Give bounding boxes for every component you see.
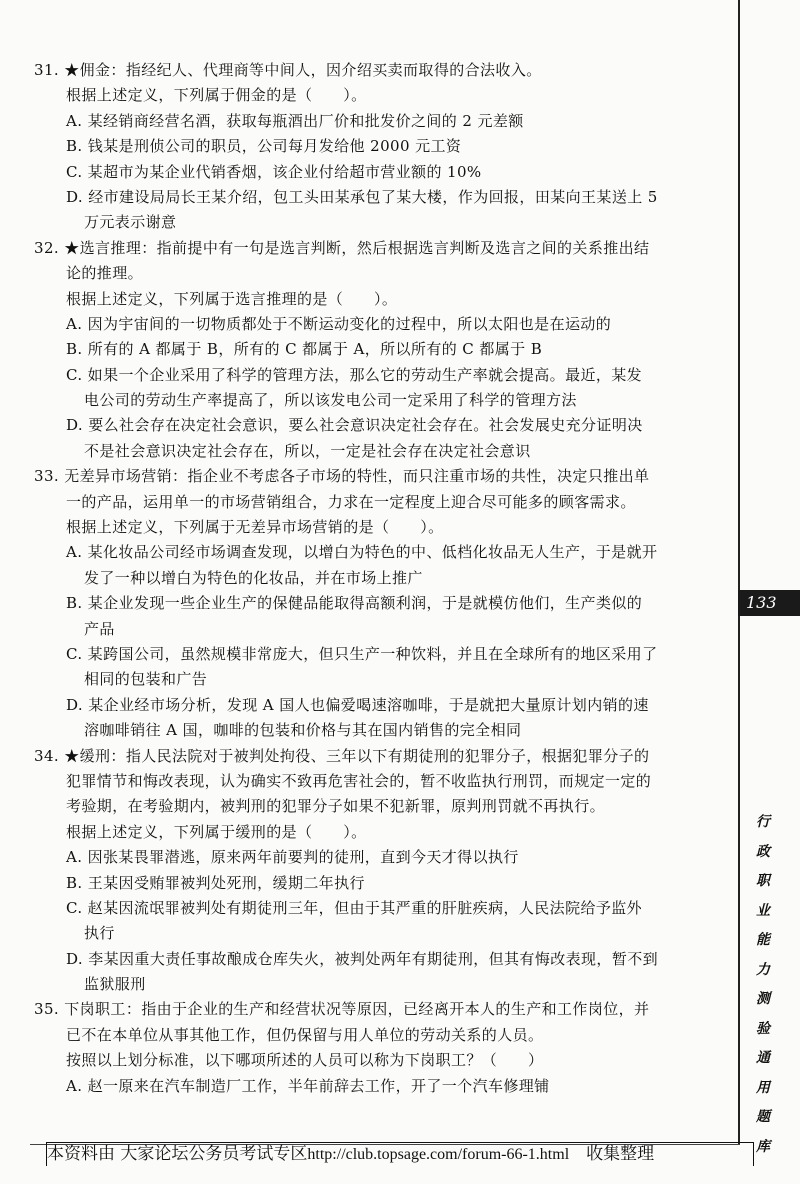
answer-option [34, 591, 718, 642]
answer-option [34, 642, 718, 693]
option-text-line: A. 某经销商经营名酒，获取每瓶酒出厂价和批发价之间的 2 元差额 [66, 111, 524, 130]
question-34 [34, 744, 718, 998]
right-margin-rule [738, 0, 740, 1145]
option-text-line: D. 李某因重大责任事故酿成仓库失火，被判处两年有期徒刑，但其有悔改表现，暂不到 [66, 949, 659, 968]
answer-option [34, 871, 718, 896]
side-title-char: 能 [756, 932, 770, 948]
question-text-line: 按照以上划分标准，以下哪项所述的人员可以称为下岗职工？（ ） [66, 1051, 544, 1070]
answer-option [34, 413, 718, 464]
answer-option [34, 160, 718, 185]
answer-option [34, 134, 718, 159]
question-text-line: 根据上述定义，下列属于缓刑的是（ ）。 [66, 822, 367, 841]
side-title-char: 业 [756, 902, 770, 919]
option-text-line: A. 某化妆品公司经市场调查发现，以增白为特色的中、低档化妆品无人生产，于是就开 [66, 543, 658, 562]
option-text-line: 电公司的劳动生产率提高了，所以该发电公司一定采用了科学的管理方法 [84, 391, 577, 410]
option-text-line: B. 王某因受贿罪被判处死刑，缓期二年执行 [66, 873, 365, 892]
question-stem: 33. 无差异市场营销：指企业不考虑各子市场的特性，而只注重市场的共性，决定只推出单 [34, 467, 650, 486]
side-title-char: 题 [756, 1109, 770, 1125]
question-stem: 32. ★选言推理：指前提中有一句是选言判断，然后根据选言判断及选言之间的关系推出结 [34, 238, 650, 257]
footer-text: 本资料由 大家论坛公务员考试专区 [47, 1144, 308, 1164]
page-number: 133 [738, 590, 800, 616]
question-33 [34, 464, 718, 743]
option-text-line: B. 所有的 A 都属于 B，所有的 C 都属于 A，所以所有的 C 都属于 B [66, 340, 543, 359]
answer-option [34, 896, 718, 947]
question-31 [34, 58, 718, 236]
option-text-line: C. 某超市为某企业代销香烟，该企业付给超市营业额的 10% [66, 162, 482, 181]
answer-option [34, 337, 718, 362]
option-text-line: B. 钱某是刑侦公司的职员，公司每月发给他 2000 元工资 [66, 137, 462, 156]
option-text-line: 相同的包装和广告 [84, 670, 208, 689]
question-35 [34, 997, 718, 1099]
option-text-line: A. 因张某畏罪潜逃，原来两年前要判的徒刑，直到今天才得以执行 [66, 848, 519, 867]
answer-option [34, 312, 718, 337]
answer-option [34, 1074, 718, 1099]
question-text-line: 考验期，在考验期内，被判刑的犯罪分子如果不犯新罪，原判刑罚就不再执行。 [66, 797, 606, 816]
option-text-line: 监狱服刑 [84, 975, 146, 994]
side-title-char: 通 [756, 1050, 770, 1066]
side-title-char: 用 [756, 1079, 770, 1096]
option-text-line: D. 某企业经市场分析，发现 A 国人也偏爱喝速溶咖啡，于是就把大量原计划内销的速 [66, 695, 649, 714]
answer-option [34, 185, 718, 236]
option-text-line: D. 经市建设局局长王某介绍，包工头田某承包了某大楼，作为回报，田某向王某送上 5 [66, 187, 658, 206]
question-stem: 35. 下岗职工：指由于企业的生产和经营状况等原因，已经离开本人的生产和工作岗位，并 [34, 1000, 650, 1019]
side-title-char: 职 [756, 873, 770, 889]
option-text-line: 溶咖啡销往 A 国，咖啡的包装和价格与其在国内销售的完全相同 [84, 721, 522, 740]
side-title-char: 测 [756, 991, 770, 1007]
answer-option [34, 693, 718, 744]
option-text-line: 不是社会意识决定社会存在，所以，一定是社会存在决定社会意识 [84, 441, 531, 460]
option-text-line: C. 赵某因流氓罪被判处有期徒刑三年，但由于其严重的肝脏疾病，人民法院给予监外 [66, 898, 643, 917]
side-title-char: 行 [756, 814, 770, 830]
question-text-line: 根据上述定义，下列属于无差异市场营销的是（ ）。 [66, 518, 444, 537]
answer-option [34, 540, 718, 591]
question-text-line: 根据上述定义，下列属于选言推理的是（ ）。 [66, 289, 398, 308]
question-32 [34, 236, 718, 465]
footer-suffix: 收集整理 [569, 1144, 655, 1164]
question-text-line: 一的产品，运用单一的市场营销组合，力求在一定程度上迎合尽可能多的顾客需求。 [66, 492, 636, 511]
option-text-line: A. 赵一原来在汽车制造厂工作，半年前辞去工作，开了一个汽车修理铺 [66, 1076, 550, 1095]
option-text-line: 万元表示谢意 [84, 213, 177, 232]
side-title-char: 力 [756, 961, 770, 978]
option-text-line: 产品 [84, 619, 115, 638]
question-text-line: 根据上述定义，下列属于佣金的是（ ）。 [66, 86, 367, 105]
answer-option [34, 947, 718, 998]
answer-option [34, 845, 718, 870]
option-text-line: C. 如果一个企业采用了科学的管理方法，那么它的劳动生产率就会提高。最近，某发 [66, 365, 643, 384]
question-text-line: 已不在本单位从事其他工作，但仍保留与用人单位的劳动关系的人员。 [66, 1025, 544, 1044]
side-title-vertical [752, 808, 774, 1162]
question-list [34, 58, 718, 1099]
option-text-line: A. 因为宇宙间的一切物质都处于不断运动变化的过程中，所以太阳也是在运动的 [66, 314, 612, 333]
side-title-char: 政 [756, 843, 770, 860]
footer-url[interactable]: http://club.topsage.com/forum-66-1.html [307, 1146, 570, 1163]
footer-source-note [46, 1142, 754, 1166]
option-text-line: B. 某企业发现一些企业生产的保健品能取得高额利润，于是就模仿他们，生产类似的 [66, 594, 643, 613]
option-text-line: 执行 [84, 924, 115, 943]
option-text-line: D. 要么社会存在决定社会意识，要么社会意识决定社会存在。社会发展史充分证明决 [66, 416, 643, 435]
option-text-line: 发了一种以增白为特色的化妆品，并在市场上推广 [84, 568, 423, 587]
question-text-line: 论的推理。 [66, 264, 144, 283]
option-text-line: C. 某跨国公司，虽然规模非常庞大，但只生产一种饮料，并且在全球所有的地区采用了 [66, 644, 658, 663]
answer-option [34, 109, 718, 134]
question-stem: 34. ★缓刑：指人民法院对于被判处拘役、三年以下有期徒刑的犯罪分子，根据犯罪分子的 [34, 746, 650, 765]
answer-option [34, 363, 718, 414]
side-title-char: 验 [756, 1020, 770, 1037]
question-text-line: 犯罪情节和悔改表现，认为确实不致再危害社会的，暂不收监执行刑罚，而规定一定的 [66, 771, 652, 790]
side-title-char: 库 [756, 1138, 770, 1155]
question-stem: 31. ★佣金：指经纪人、代理商等中间人，因介绍买卖而取得的合法收入。 [34, 61, 542, 79]
